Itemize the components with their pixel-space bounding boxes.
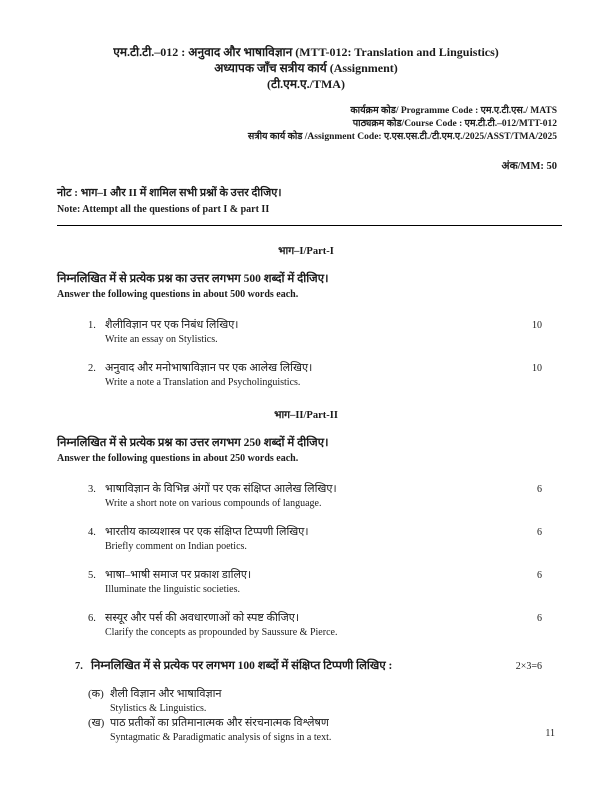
- question-body: [105, 611, 500, 640]
- question-text-english: Write an essay on Stylistics.: [105, 334, 218, 345]
- question-number: 6.: [88, 613, 96, 624]
- question-body: [105, 568, 500, 597]
- question-marks: 6: [537, 613, 542, 624]
- max-marks-line: अंक/MM: 50: [501, 161, 557, 172]
- question-marks: 10: [532, 320, 542, 331]
- question-body: [105, 361, 500, 390]
- note-block: [57, 186, 562, 226]
- question-text-english: Clarify the concepts as propounded by Saussure & Pierce.: [105, 627, 338, 638]
- question-text-hindi: निम्नलिखित में से प्रत्येक पर लगभग 100 शब्दों में संक्षिप्त टिप्पणी लिखिए :: [91, 660, 393, 672]
- page-number: 11: [545, 728, 555, 739]
- part2-heading: भाग–II/Part-II: [274, 410, 338, 421]
- course-title-line: एम.टी.टी.–012 : अनुवाद और भाषाविज्ञान (MTT-012: Translation and Linguistics): [113, 45, 499, 59]
- subitem-text-hindi: शैली विज्ञान और भाषाविज्ञान: [110, 688, 222, 700]
- subitem-text-hindi: पाठ प्रतीकों का प्रतिमानात्मक और संरचनात्मक विश्लेषण: [110, 717, 329, 729]
- question-text-english: Write a short note on various compounds of language.: [105, 498, 322, 509]
- question-body: [105, 318, 500, 347]
- question-number: 7.: [75, 661, 83, 672]
- question-text-hindi: शैलीविज्ञान पर एक निबंध लिखिए।: [105, 319, 239, 331]
- subitem-body: [110, 716, 542, 745]
- part2-instruction-hindi: निम्नलिखित में से प्रत्येक प्रश्न का उत्तर लगभग 250 शब्दों में दीजिए।: [57, 437, 329, 449]
- question-text-hindi: सस्यूर और पर्स की अवधारणाओं को स्पष्ट कीजिए।: [105, 612, 300, 624]
- question-number: 2.: [88, 363, 96, 374]
- tma-title-line: (टी.एम.ए./TMA): [267, 77, 345, 91]
- question-text-hindi: भारतीय काव्यशास्त्र पर एक संक्षिप्त टिप्पणी लिखिए।: [105, 526, 309, 538]
- codes-block: [0, 105, 612, 144]
- subitem-ka: [88, 687, 542, 716]
- question-marks: 6: [537, 527, 542, 538]
- programme-code-line: कार्यक्रम कोड/ Programme Code : एम.ए.टी.एस./ MATS: [350, 106, 557, 116]
- question-text-hindi: अनुवाद और मनोभाषाविज्ञान पर एक आलेख लिखिए।: [105, 362, 313, 374]
- question-marks: 6: [537, 484, 542, 495]
- assignment-title-line: अध्यापक जाँच सत्रीय कार्य (Assignment): [214, 61, 398, 75]
- document-title-block: [0, 0, 612, 92]
- subitem-label: (क): [88, 688, 104, 700]
- course-code-line: पाठ्यक्रम कोड/Course Code : एम.टी.टी.–012/MTT-012: [352, 119, 557, 129]
- question-text-hindi: भाषाविज्ञान के विभिन्न अंगों पर एक संक्षिप्त आलेख लिखिए।: [105, 483, 337, 495]
- question-number: 5.: [88, 570, 96, 581]
- question-row-1: [88, 318, 542, 347]
- note-hindi: नोट : भाग–I और II में शामिल सभी प्रश्नों के उत्तर दीजिए।: [57, 187, 282, 199]
- question-number: 1.: [88, 320, 96, 331]
- question7-subitems: [88, 687, 542, 745]
- question-number: 4.: [88, 527, 96, 538]
- question-marks: 10: [532, 363, 542, 374]
- part2-instruction-english: Answer the following questions in about 250 words each.: [57, 453, 299, 464]
- question-marks: 6: [537, 570, 542, 581]
- question-body: [105, 525, 500, 554]
- question-body: [105, 482, 500, 511]
- question-text-english: Illuminate the linguistic societies.: [105, 584, 240, 595]
- question-row-3: [88, 482, 542, 511]
- subitem-label: (ख): [88, 717, 105, 729]
- question-row-5: [88, 568, 542, 597]
- question-text-english: Briefly comment on Indian poetics.: [105, 541, 247, 552]
- question-row-2: [88, 361, 542, 390]
- part1-instruction-hindi: निम्नलिखित में से प्रत्येक प्रश्न का उत्तर लगभग 500 शब्दों में दीजिए।: [57, 273, 329, 285]
- question-row-6: [88, 611, 542, 640]
- part1-instruction-english: Answer the following questions in about 500 words each.: [57, 289, 299, 300]
- question-body: [91, 659, 500, 674]
- subitem-kha: [88, 716, 542, 745]
- part1-instruction: [57, 272, 557, 301]
- part2-instruction: [57, 436, 557, 465]
- question-text-hindi: भाषा–भाषी समाज पर प्रकाश डालिए।: [105, 569, 252, 581]
- subitem-body: [110, 687, 542, 716]
- note-english: Note: Attempt all the questions of part I & part II: [57, 204, 270, 215]
- assignment-code-line: सत्रीय कार्य कोड /Assignment Code: ए.एस.एस.टी./टी.एम.ए./2025/ASST/TMA/2025: [247, 132, 557, 142]
- question-marks: 2×3=6: [515, 661, 542, 672]
- subitem-text-english: Stylistics & Linguistics.: [110, 703, 207, 714]
- question-row-7: [75, 659, 542, 674]
- part1-heading: भाग–I/Part-I: [278, 246, 334, 257]
- question-row-4: [88, 525, 542, 554]
- subitem-text-english: Syntagmatic & Paradigmatic analysis of signs in a text.: [110, 732, 332, 743]
- question-text-english: Write a note a Translation and Psycholinguistics.: [105, 377, 301, 388]
- question-number: 3.: [88, 484, 96, 495]
